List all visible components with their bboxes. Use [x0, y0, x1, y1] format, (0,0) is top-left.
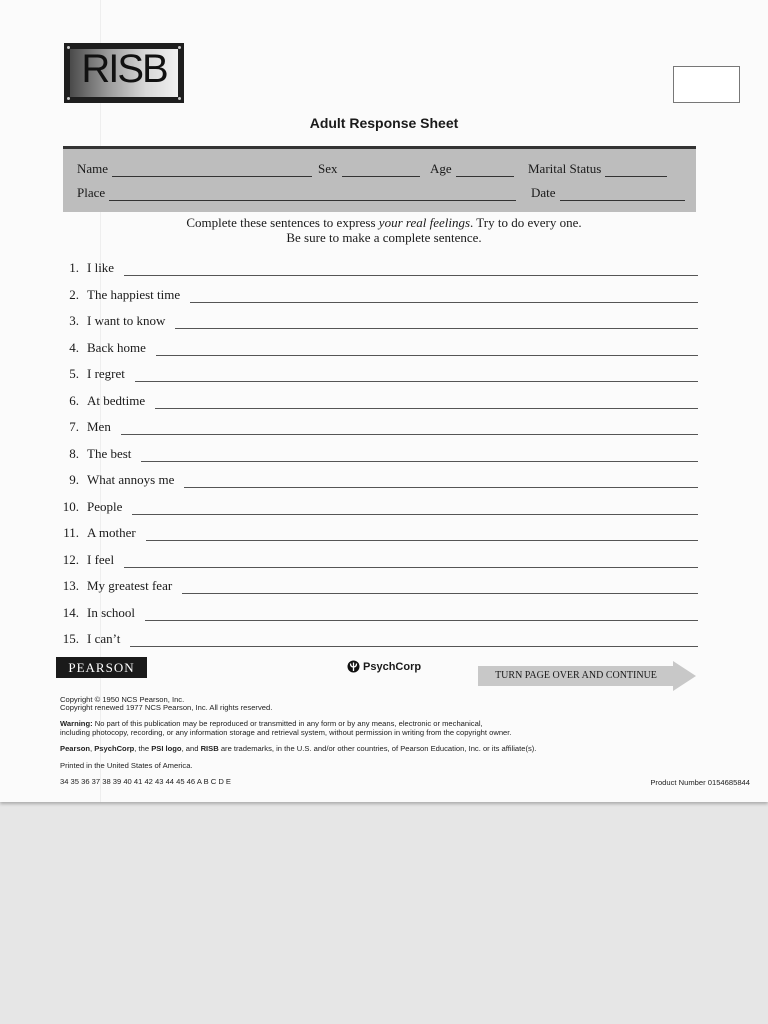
item-answer-line[interactable]: [146, 530, 698, 541]
item-answer-line[interactable]: [124, 557, 698, 568]
item-prompt: Men: [87, 419, 111, 434]
item-number: 12.: [62, 551, 79, 567]
psychcorp-logo: PsychCorp: [347, 660, 421, 673]
sentence-item: [58, 419, 698, 435]
item-answer-line[interactable]: [184, 477, 698, 488]
date-field[interactable]: Date: [531, 185, 685, 201]
psi-logo-icon: [347, 660, 360, 673]
item-number: 15.: [62, 631, 79, 646]
sentence-item: [58, 313, 698, 329]
printed-in: Printed in the United States of America.: [60, 761, 193, 770]
item-answer-line[interactable]: [124, 265, 698, 276]
item-number: 8.: [69, 445, 79, 461]
item-prompt: What annoys me: [87, 472, 175, 487]
item-answer-line[interactable]: [121, 424, 698, 435]
sentence-item: [58, 446, 698, 462]
respondent-info-band: [63, 146, 696, 212]
place-field[interactable]: Place: [77, 185, 516, 201]
turn-page-arrow: [478, 661, 696, 691]
copyright-2: Copyright renewed 1977 NCS Pearson, Inc. All rights reserved.: [60, 703, 273, 712]
item-prompt: I can’t: [87, 631, 121, 646]
instructions: [0, 215, 768, 245]
item-answer-line[interactable]: [130, 636, 698, 647]
item-prompt: The best: [87, 445, 132, 461]
risb-logo: [64, 43, 184, 103]
sex-field[interactable]: Sex: [318, 161, 420, 177]
item-answer-line[interactable]: [156, 345, 698, 356]
copyright-1: Copyright © 1950 NCS Pearson, Inc.: [60, 695, 185, 704]
item-number: 6.: [69, 392, 79, 408]
item-number: 3.: [69, 313, 79, 328]
item-prompt: People: [87, 498, 123, 514]
item-prompt: The happiest time: [87, 286, 181, 302]
item-number: 1.: [69, 260, 79, 275]
marital-status-field[interactable]: Marital Status: [528, 161, 667, 177]
item-number: 5.: [69, 366, 79, 381]
item-prompt: My greatest fear: [87, 578, 173, 593]
item-number: 9.: [69, 472, 79, 487]
item-prompt: I like: [87, 260, 115, 275]
pearson-logo: PEARSON: [56, 657, 147, 678]
item-prompt: In school: [87, 604, 136, 620]
item-answer-line[interactable]: [141, 451, 698, 462]
print-code: 34 35 36 37 38 39 40 41 42 43 44 45 46 A B C D E: [60, 777, 231, 786]
page-title: Adult Response Sheet: [309, 115, 459, 131]
item-answer-line[interactable]: [190, 292, 698, 303]
item-number: 11.: [63, 525, 79, 540]
warning-line-1: Warning: No part of this publication may be reproduced or transmitted in any form or by any means, electronic or mechanical,: [60, 719, 483, 728]
item-answer-line[interactable]: [175, 318, 698, 329]
sentence-item: [58, 552, 698, 568]
item-answer-line[interactable]: [182, 583, 698, 594]
sentence-item: [58, 260, 698, 276]
sentence-item: [58, 340, 698, 356]
item-answer-line[interactable]: [155, 398, 698, 409]
item-answer-line[interactable]: [132, 504, 698, 515]
instructions-line-1: Complete these sentences to express your real feelings. Try to do every one.: [186, 215, 582, 230]
warning-line-2: including photocopy, recording, or any information storage and retrieval system, without permission in writing from the copyright owner.: [60, 728, 512, 737]
item-prompt: I feel: [87, 551, 115, 567]
sentence-item: [58, 393, 698, 409]
sentence-item: [58, 499, 698, 515]
item-number: 14.: [62, 604, 79, 620]
instructions-line-2: Be sure to make a complete sentence.: [286, 230, 482, 245]
corner-code-box[interactable]: [673, 66, 740, 103]
item-prompt: At bedtime: [87, 392, 146, 408]
item-number: 4.: [69, 339, 79, 355]
risb-logo-text: RISB: [81, 47, 167, 91]
product-number: Product Number 0154685844: [650, 778, 750, 787]
item-prompt: A mother: [87, 525, 136, 540]
item-answer-line[interactable]: [135, 371, 698, 382]
sentence-item: [58, 631, 698, 647]
sentence-item: [58, 287, 698, 303]
item-number: 10.: [62, 498, 79, 514]
item-prompt: Back home: [87, 339, 146, 355]
sentence-item: [58, 578, 698, 594]
sentence-item: [58, 525, 698, 541]
item-prompt: I regret: [87, 366, 125, 381]
item-number: 13.: [62, 578, 79, 593]
sentence-item: [58, 605, 698, 621]
item-answer-line[interactable]: [145, 610, 698, 621]
age-field[interactable]: Age: [430, 161, 514, 177]
name-field[interactable]: Name: [77, 161, 312, 177]
trademarks-line: Pearson, PsychCorp, the PSI logo, and RISB are trademarks, in the U.S. and/or other countries, of Pearson Education, Inc. or its affiliate(s).: [60, 744, 537, 753]
item-prompt: I want to know: [87, 313, 166, 328]
sentence-item: [58, 366, 698, 382]
turn-page-label: TURN PAGE OVER AND CONTINUE: [495, 670, 657, 681]
item-number: 2.: [69, 286, 79, 302]
sentence-item: [58, 472, 698, 488]
item-number: 7.: [69, 419, 79, 434]
